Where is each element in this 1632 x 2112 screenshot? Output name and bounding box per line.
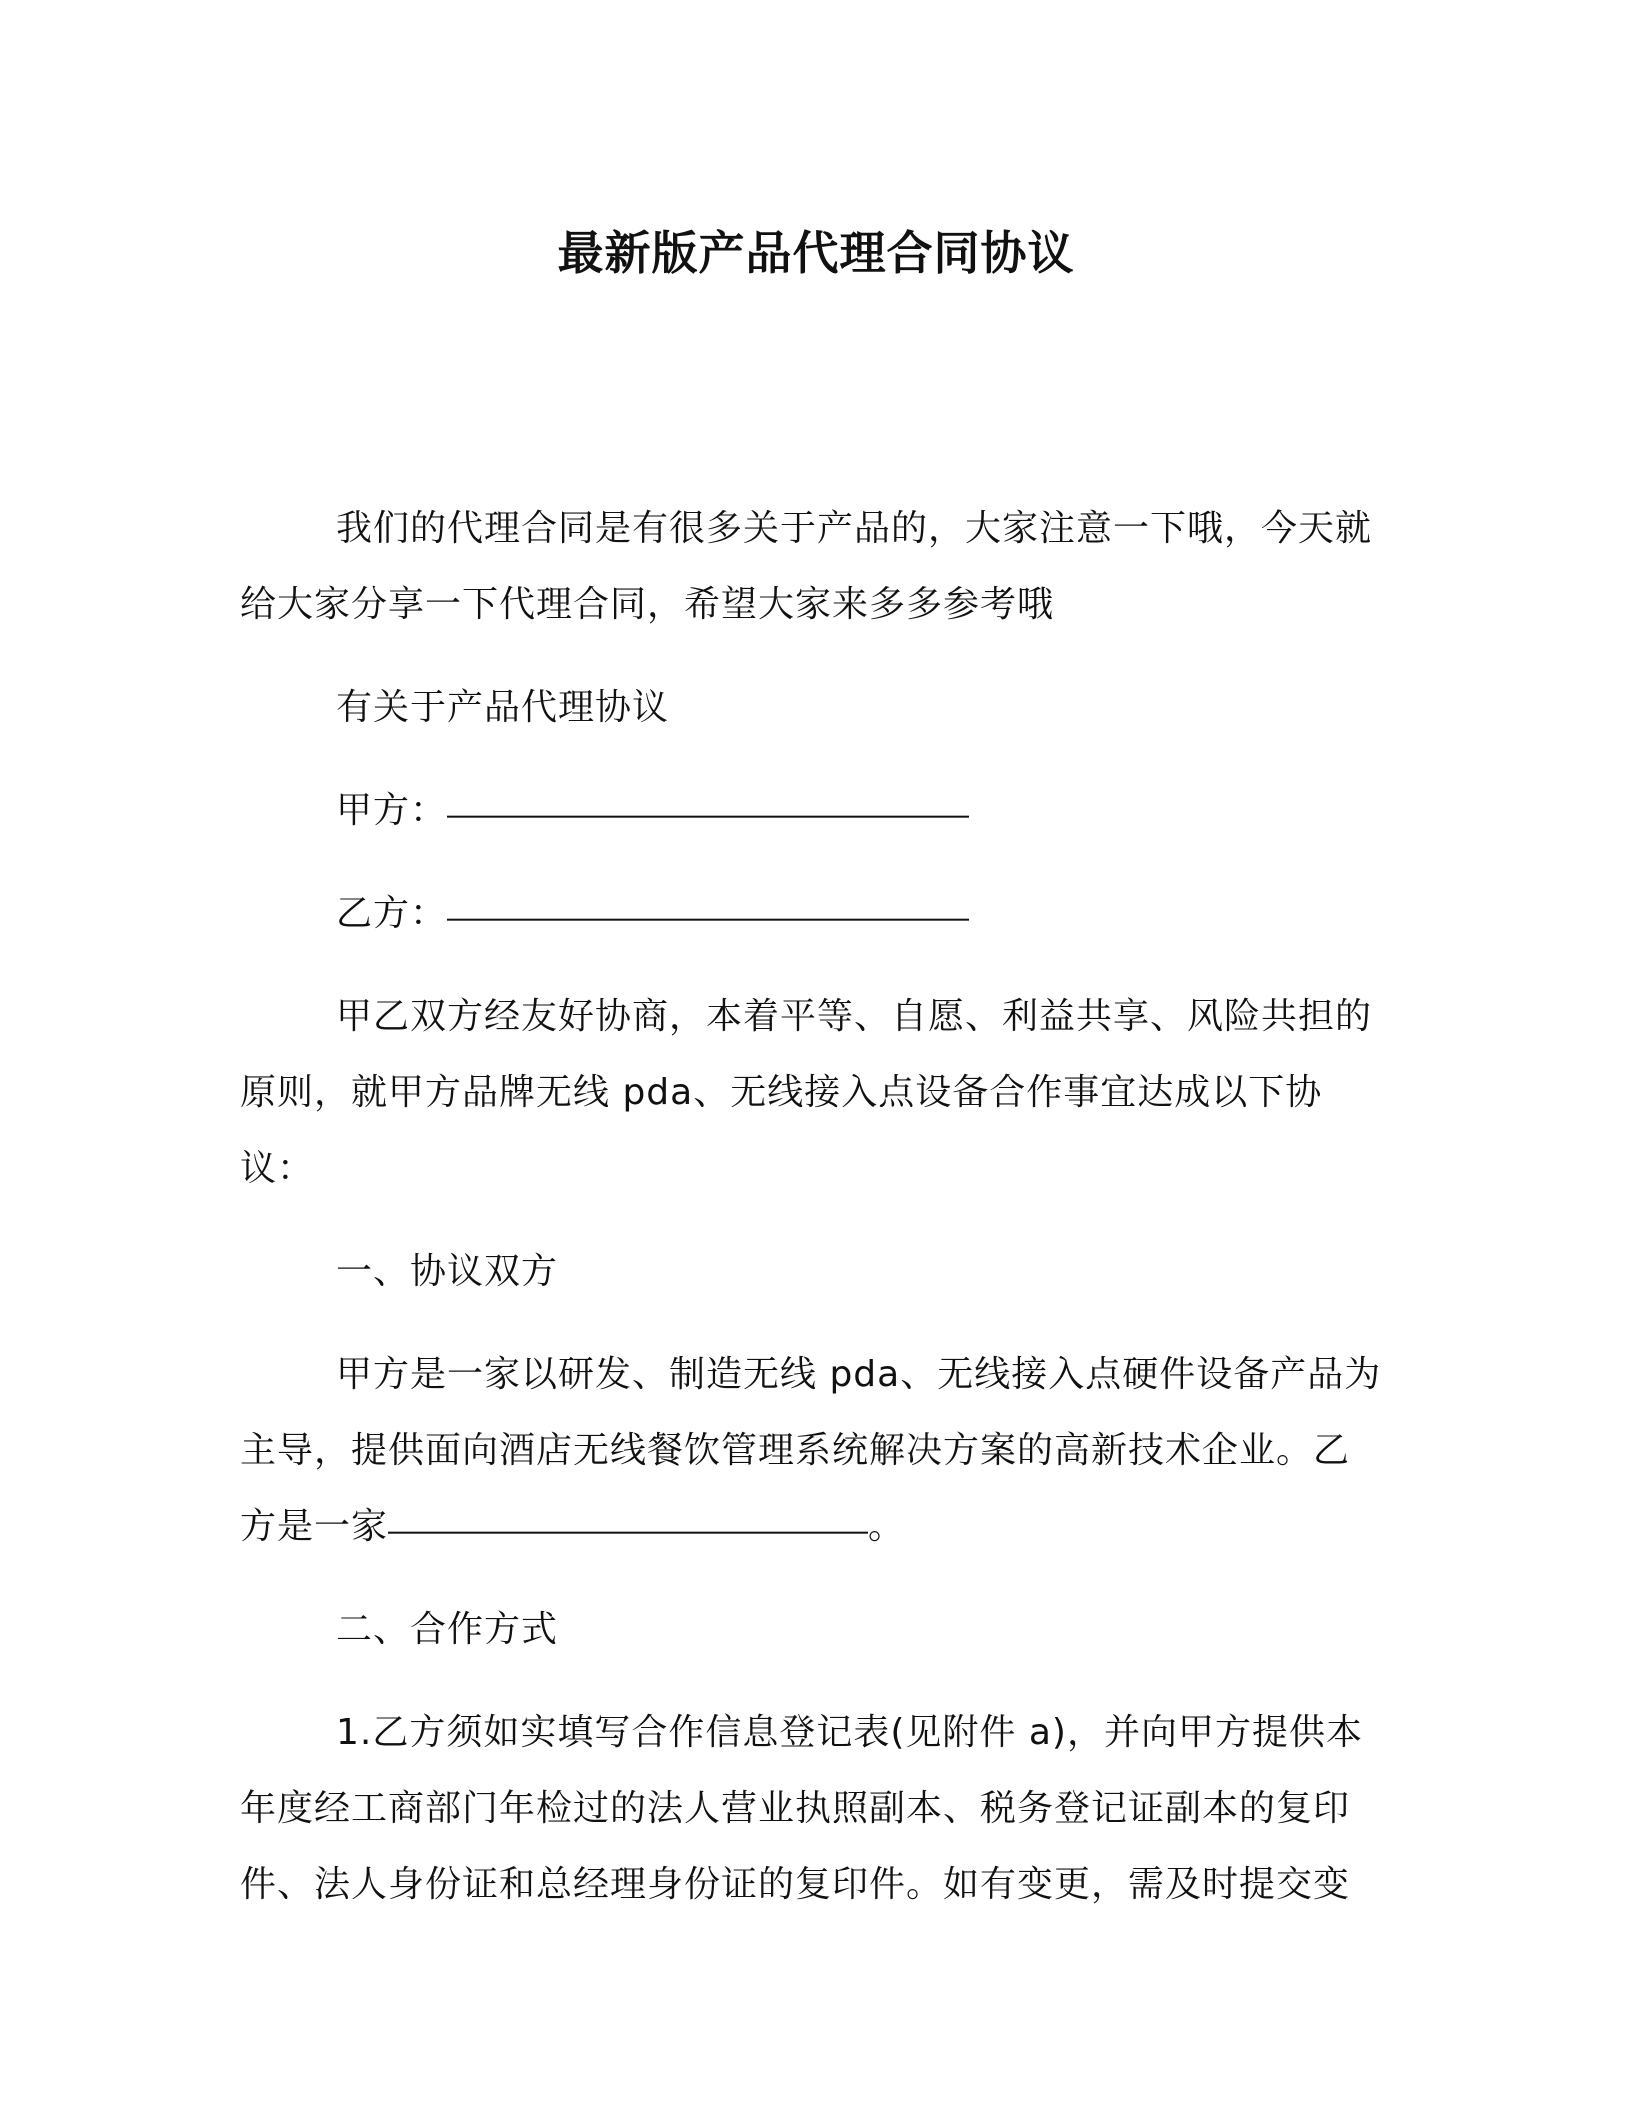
section2-heading: 二、合作方式 xyxy=(336,1609,559,1650)
party-b-label: 乙方： xyxy=(336,893,448,934)
agreement-subtitle: 有关于产品代理协议 xyxy=(336,687,670,728)
section1-period: 。 xyxy=(868,1506,906,1547)
party-a-blank[interactable] xyxy=(447,778,969,818)
document-title: 最新版产品代理合同协议 xyxy=(557,226,1075,280)
section1-heading: 一、协议双方 xyxy=(336,1251,559,1292)
document-body xyxy=(240,491,1386,1923)
party-b-company-blank[interactable] xyxy=(388,1494,868,1534)
intro-paragraph: 我们的代理合同是有很多关于产品的，大家注意一下哦，今天就给大家分享一下代理合同，希望大家来多多参考哦 xyxy=(240,508,1373,625)
section2-item1: 1.乙方须如实填写合作信息登记表(见附件 a)，并向甲方提供本年度经工商部门年检过的法人营业执照副本、税务登记证副本的复印件、法人身份证和总经理身份证的复印件。如有变更，需及时提交变 xyxy=(240,1712,1363,1905)
party-a-line xyxy=(240,773,1386,849)
party-b-line xyxy=(240,876,1386,952)
principle-paragraph: 甲乙双方经友好协商，本着平等、自愿、利益共享、风险共担的原则，就甲方品牌无线 pda、无线接入点设备合作事宜达成以下协议： xyxy=(240,996,1373,1189)
party-a-label: 甲方： xyxy=(336,790,448,831)
party-b-blank[interactable] xyxy=(447,881,969,921)
section1-text: 甲方是一家以研发、制造无线 pda、无线接入点硬件设备产品为主导，提供面向酒店无线餐饮管理系统解决方案的高新技术企业。乙方是一家 xyxy=(240,1354,1382,1547)
section1-paragraph xyxy=(240,1337,1386,1565)
